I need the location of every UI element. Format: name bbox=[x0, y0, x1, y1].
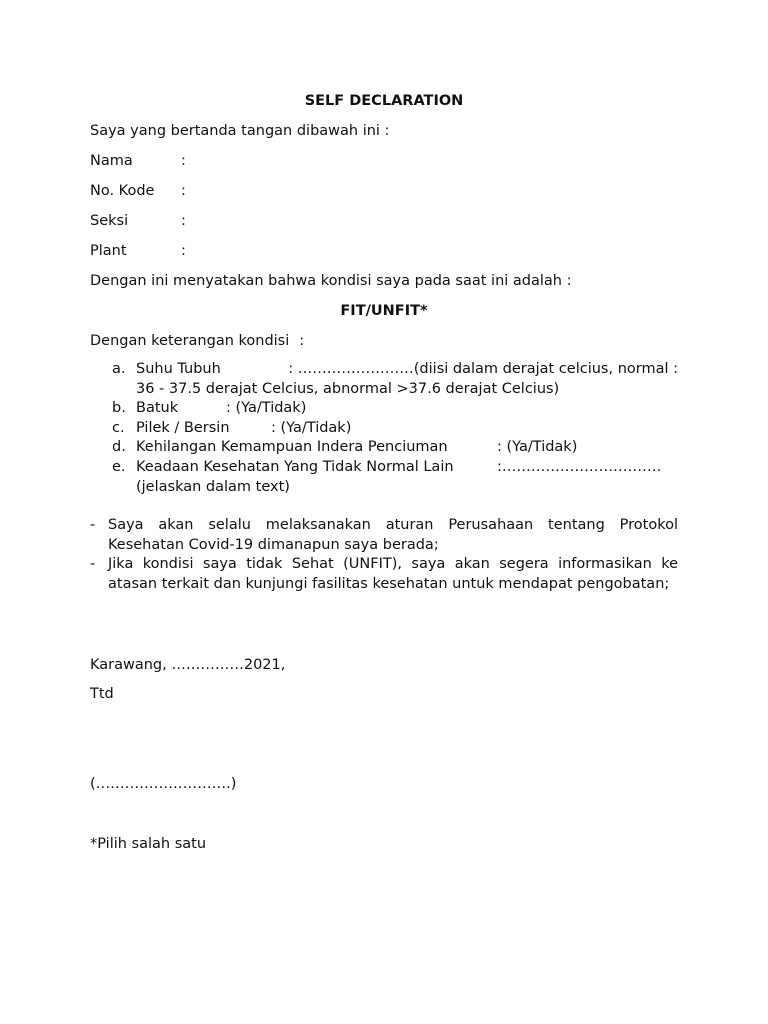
field-separator: : bbox=[181, 183, 186, 199]
condition-label: Suhu Tubuh bbox=[136, 361, 221, 377]
signature-name-line: (……………………….) bbox=[90, 776, 237, 792]
field-seksi bbox=[90, 211, 186, 231]
condition-value: : (Ya/Tidak) bbox=[497, 439, 578, 456]
condition-item-keadaan-lain bbox=[112, 458, 678, 497]
list-marker: d. bbox=[112, 439, 126, 456]
condition-value: : ……………………(diisi dalam derajat celcius, normal : bbox=[288, 361, 678, 377]
list-marker: a. bbox=[112, 361, 126, 377]
condition-intro-separator: : bbox=[299, 333, 305, 349]
commitment-item bbox=[90, 555, 678, 594]
list-marker: e. bbox=[112, 458, 126, 475]
field-label: Plant bbox=[90, 243, 127, 259]
signature-label: Ttd bbox=[90, 686, 114, 702]
status-text: FIT/UNFIT* bbox=[340, 303, 428, 319]
commitment-list bbox=[90, 516, 678, 594]
condition-label: Pilek / Bersin bbox=[136, 419, 230, 436]
condition-value: :…………………………… bbox=[497, 458, 662, 475]
condition-value-line2: (jelaskan dalam text) bbox=[136, 478, 290, 495]
condition-value: : (Ya/Tidak) bbox=[226, 400, 307, 417]
condition-value-line2: 36 - 37.5 derajat Celcius, abnormal >37.6 derajat Celcius) bbox=[136, 380, 560, 397]
condition-intro bbox=[90, 331, 304, 351]
list-marker: - bbox=[90, 556, 96, 573]
condition-list bbox=[112, 360, 678, 497]
commitment-item bbox=[90, 516, 678, 555]
commitment-text: Saya akan selalu melaksanakan aturan Perusahaan tentang Protokol Kesehatan Covid-19 dimanapun saya berada; bbox=[108, 517, 678, 553]
field-label: No. Kode bbox=[90, 183, 155, 199]
list-marker: - bbox=[90, 517, 96, 533]
condition-label: Kehilangan Kemampuan Indera Penciuman bbox=[136, 439, 448, 456]
field-no-kode bbox=[90, 181, 186, 201]
condition-label: Batuk bbox=[136, 400, 179, 417]
field-separator: : bbox=[181, 213, 186, 229]
condition-value: : (Ya/Tidak) bbox=[271, 419, 352, 436]
field-label: Nama bbox=[90, 153, 133, 169]
field-separator: : bbox=[181, 153, 186, 169]
commitment-text: Jika kondisi saya tidak Sehat (UNFIT), saya akan segera informasikan ke atasan terkait dan kunjungi fasilitas kesehatan untuk mendapat pengobatan; bbox=[108, 556, 678, 592]
field-nama bbox=[90, 151, 186, 171]
field-label: Seksi bbox=[90, 213, 129, 229]
field-plant bbox=[90, 241, 186, 261]
place-date: Karawang, ……………2021, bbox=[90, 657, 286, 673]
intro-text: Saya yang bertanda tangan dibawah ini : bbox=[90, 123, 390, 139]
condition-item-pilek bbox=[112, 419, 678, 439]
condition-item-suhu bbox=[112, 360, 678, 399]
field-separator: : bbox=[181, 243, 186, 259]
condition-item-batuk bbox=[112, 399, 678, 419]
footnote: *Pilih salah satu bbox=[90, 836, 207, 852]
statement-text: Dengan ini menyatakan bahwa kondisi saya pada saat ini adalah : bbox=[90, 273, 572, 289]
document-title: SELF DECLARATION bbox=[304, 93, 464, 109]
condition-item-penciuman bbox=[112, 438, 678, 458]
condition-intro-label: Dengan keterangan kondisi bbox=[90, 333, 290, 349]
list-marker: b. bbox=[112, 400, 126, 417]
list-marker: c. bbox=[112, 419, 125, 436]
condition-label: Keadaan Kesehatan Yang Tidak Normal Lain bbox=[136, 458, 454, 475]
